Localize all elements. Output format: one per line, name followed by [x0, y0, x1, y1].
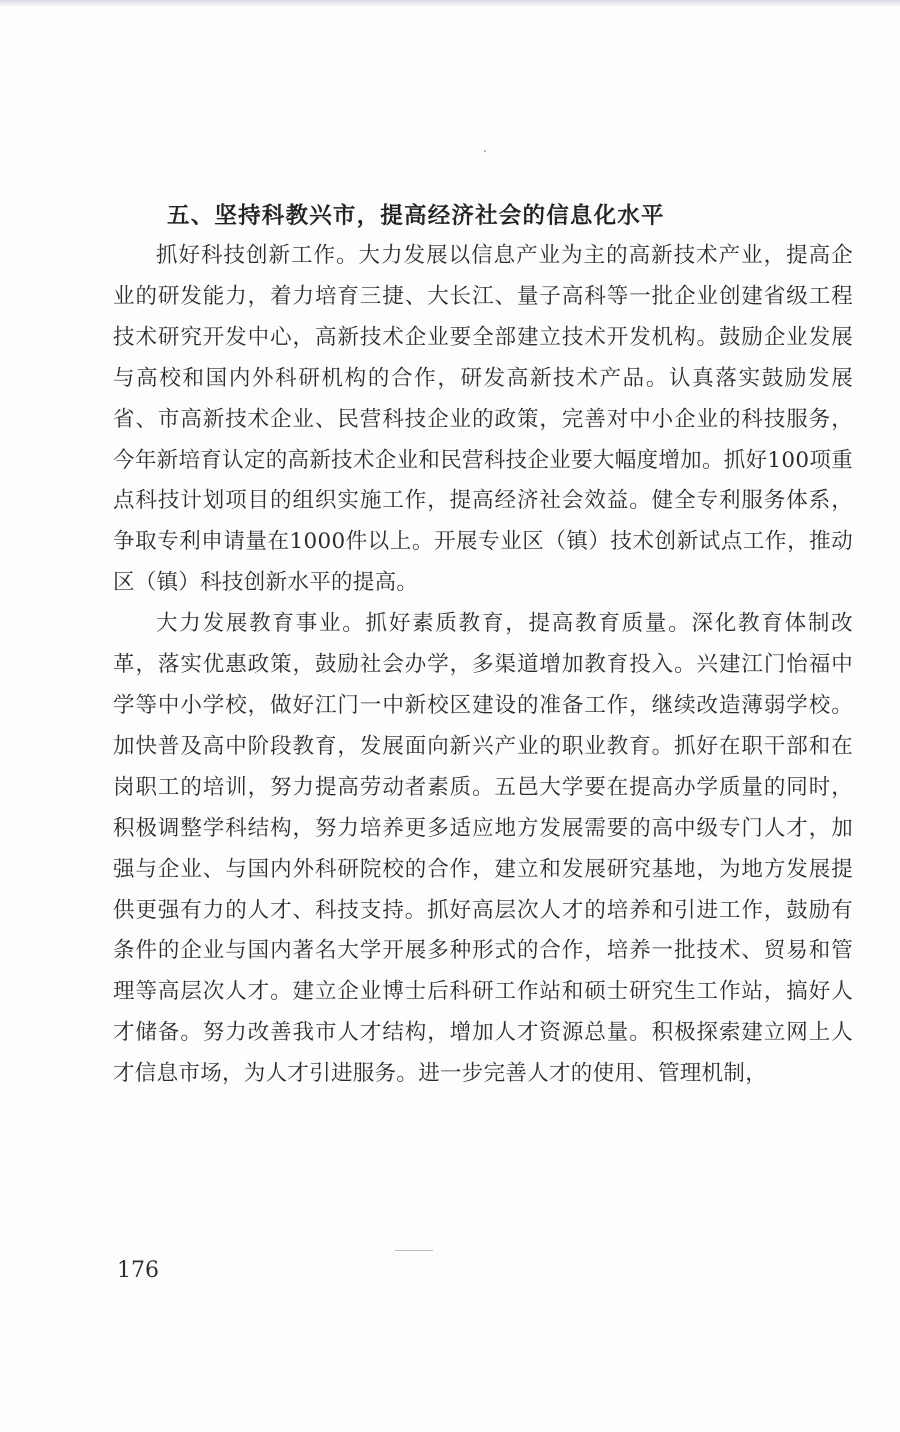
scan-speck [484, 150, 486, 152]
body-text [113, 196, 853, 1095]
scan-line-mark [395, 1250, 433, 1251]
section-heading: 五、坚持科教兴市，提高经济社会的信息化水平 [167, 203, 665, 229]
paragraph-tech-innovation: 抓好科技创新工作。大力发展以信息产业为主的高新技术产业，提高企业的研发能力，着力培育三捷、大长江、量子高科等一批企业创建省级工程技术研究开发中心，高新技术企业要全部建立技术开发机构。鼓励企业发展与高校和国内外科研机构的合作，研发高新技术产品。认真落实鼓励发展省、市高新技术企业、民营科技企业的政策，完善对中小企业的科技服务，今年新培育认定的高新技术企业和民营科技企业要大幅度增加。抓好100项重点科技计划项目的组织实施工作，提高经济社会效益。健全专利服务体系，争取专利申请量在1000件以上。开展专业区（镇）技术创新试点工作，推动区（镇）科技创新水平的提高。 [113, 243, 853, 596]
scan-edge [0, 0, 900, 6]
paragraph-education: 大力发展教育事业。抓好素质教育，提高教育质量。深化教育体制改革，落实优惠政策，鼓励社会办学，多渠道增加教育投入。兴建江门怡福中学等中小学校，做好江门一中新校区建设的准备工作，继续改造薄弱学校。加快普及高中阶段教育，发展面向新兴产业的职业教育。抓好在职干部和在岗职工的培训，努力提高劳动者素质。五邑大学要在提高办学质量的同时，积极调整学科结构，努力培养更多适应地方发展需要的高中级专门人才，加强与企业、与国内外科研院校的合作，建立和发展研究基地，为地方发展提供更强有力的人才、科技支持。抓好高层次人才的培养和引进工作，鼓励有条件的企业与国内著名大学开展多种形式的合作，培养一批技术、贸易和管理等高层次人才。建立企业博士后科研工作站和硕士研究生工作站，搞好人才储备。努力改善我市人才结构，增加人才资源总量。积极探索建立网上人才信息市场，为人才引进服务。进一步完善人才的使用、管理机制， [113, 611, 853, 1087]
page-number: 176 [117, 1258, 159, 1283]
